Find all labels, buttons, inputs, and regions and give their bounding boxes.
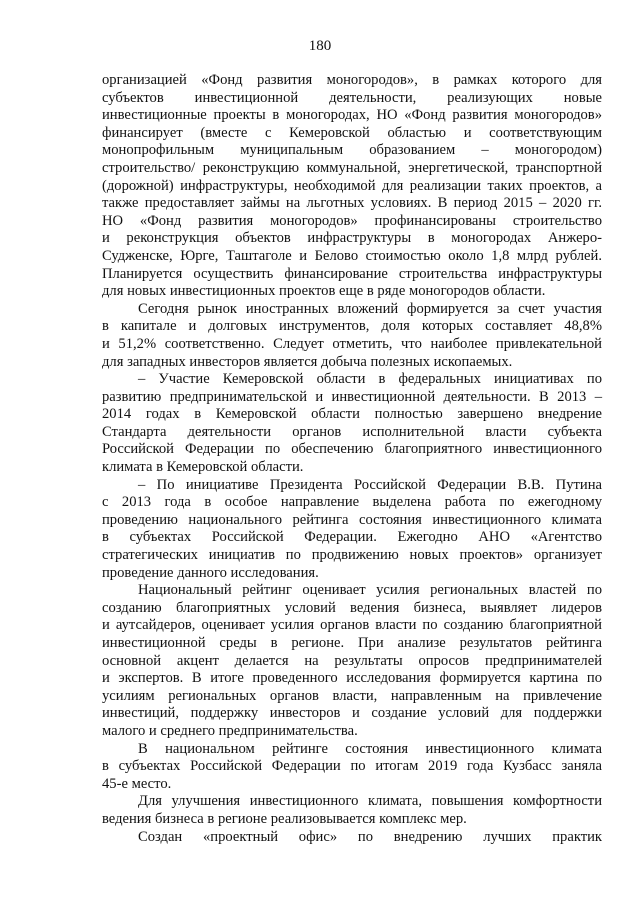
text-line: финансирует (вместе с Кемеровской областью и соответствующим <box>102 124 602 141</box>
text-line: малого и среднего предпринимательства. <box>102 722 358 739</box>
text-line: Создан «проектный офис» по внедрению лучших практик <box>138 828 602 845</box>
text-line: инвестиций, поддержку инвесторов и создание условий для поддержки <box>102 705 602 722</box>
text-line: (дорожной) инфраструктуры, необходимой для реализации таких проектов, а <box>102 177 602 194</box>
text-line: ведения бизнеса в регионе реализовывается комплекс мер. <box>102 810 467 827</box>
text-line: и аутсайдеров, оценивает усилия органов власти по созданию благоприятной <box>102 617 602 634</box>
text-line: Национальный рейтинг оценивает усилия региональных властей по <box>138 582 602 599</box>
text-line: – По инициативе Президента Российской Федерации В.В. Путина <box>138 476 602 493</box>
text-line: Стандарта деятельности органов исполнительной власти субъекта <box>102 423 602 440</box>
document-body <box>102 72 602 846</box>
page-number: 180 <box>308 38 332 54</box>
text-line: также предоставляет займы на льготных условиях. В период 2015 – 2020 гг. <box>102 195 602 212</box>
text-line: с 2013 года в особое направление выделена работа по ежегодному <box>102 494 602 511</box>
text-line: стратегических инициатив по продвижению новых проектов» организует <box>102 547 602 564</box>
text-line: для западных инвесторов является добыча полезных ископаемых. <box>102 353 513 370</box>
text-line: и экспертов. В итоге проведенного исследования формируется картина по <box>102 670 602 687</box>
text-line: развитию предпринимательской и инвестиционной деятельности. В 2013 – <box>102 388 602 405</box>
text-line: Планируется осуществить финансирование строительства инфраструктуры <box>102 265 602 282</box>
text-line: В национальном рейтинге состояния инвестиционного климата <box>138 740 602 757</box>
text-line: Сегодня рынок иностранных вложений формируется за счет участия <box>138 300 602 317</box>
text-line: в субъектах Российской Федерации. Ежегодно АНО «Агентство <box>102 529 602 546</box>
text-line: 45-е место. <box>102 775 172 792</box>
text-line: основной акцент делается на результаты опросов предпринимателей <box>102 652 602 669</box>
text-line: и реконструкция объектов инфраструктуры в моногородах Анжеро- <box>102 230 602 247</box>
text-line: в капитале и долговых инструментов, доля которых составляет 48,8% <box>102 318 602 335</box>
text-line: монопрофильным муниципальным образованием – моногородом) <box>102 142 602 159</box>
text-line: и 51,2% соответственно. Следует отметить, что наиболее привлекательной <box>102 335 602 352</box>
text-line: Судженске, Юрге, Таштаголе и Белово стоимостью около 1,8 млрд рублей. <box>102 247 602 264</box>
text-line: созданию благоприятных условий ведения бизнеса, выявляет лидеров <box>102 599 602 616</box>
text-line: НО «Фонд развития моногородов» профинансированы строительство <box>102 212 602 229</box>
text-line: проведению национального рейтинга состояния инвестиционного климата <box>102 511 602 528</box>
text-line: Российской Федерации по обеспечению благоприятного инвестиционного <box>102 441 602 458</box>
text-line: усилиям региональных органов власти, направленным на привлечение <box>102 687 602 704</box>
text-line: субъектов инвестиционной деятельности, реализующих новые <box>102 89 602 106</box>
text-line: Для улучшения инвестиционного климата, повышения комфортности <box>138 793 602 810</box>
text-line: проведение данного исследования. <box>102 564 319 581</box>
text-line: – Участие Кемеровской области в федеральных инициативах по <box>138 371 602 388</box>
text-line: 2014 годах в Кемеровской области полностью завершено внедрение <box>102 406 602 423</box>
text-line: для новых инвестиционных проектов еще в ряде моногородов области. <box>102 283 546 300</box>
text-line: строительство/ реконструкцию коммунальной, энергетической, транспортной <box>102 159 602 176</box>
text-line: в субъектах Российской Федерации по итогам 2019 года Кузбасс заняла <box>102 758 602 775</box>
text-line: инвестиционные проекты в моногородах, НО «Фонд развития моногородов» <box>102 107 602 124</box>
text-line: инвестиционной среды в регионе. При анализе результатов рейтинга <box>102 635 602 651</box>
text-line: климата в Кемеровской области. <box>102 459 304 476</box>
text-line: организацией «Фонд развития моногородов», в рамках которого для <box>102 72 602 88</box>
